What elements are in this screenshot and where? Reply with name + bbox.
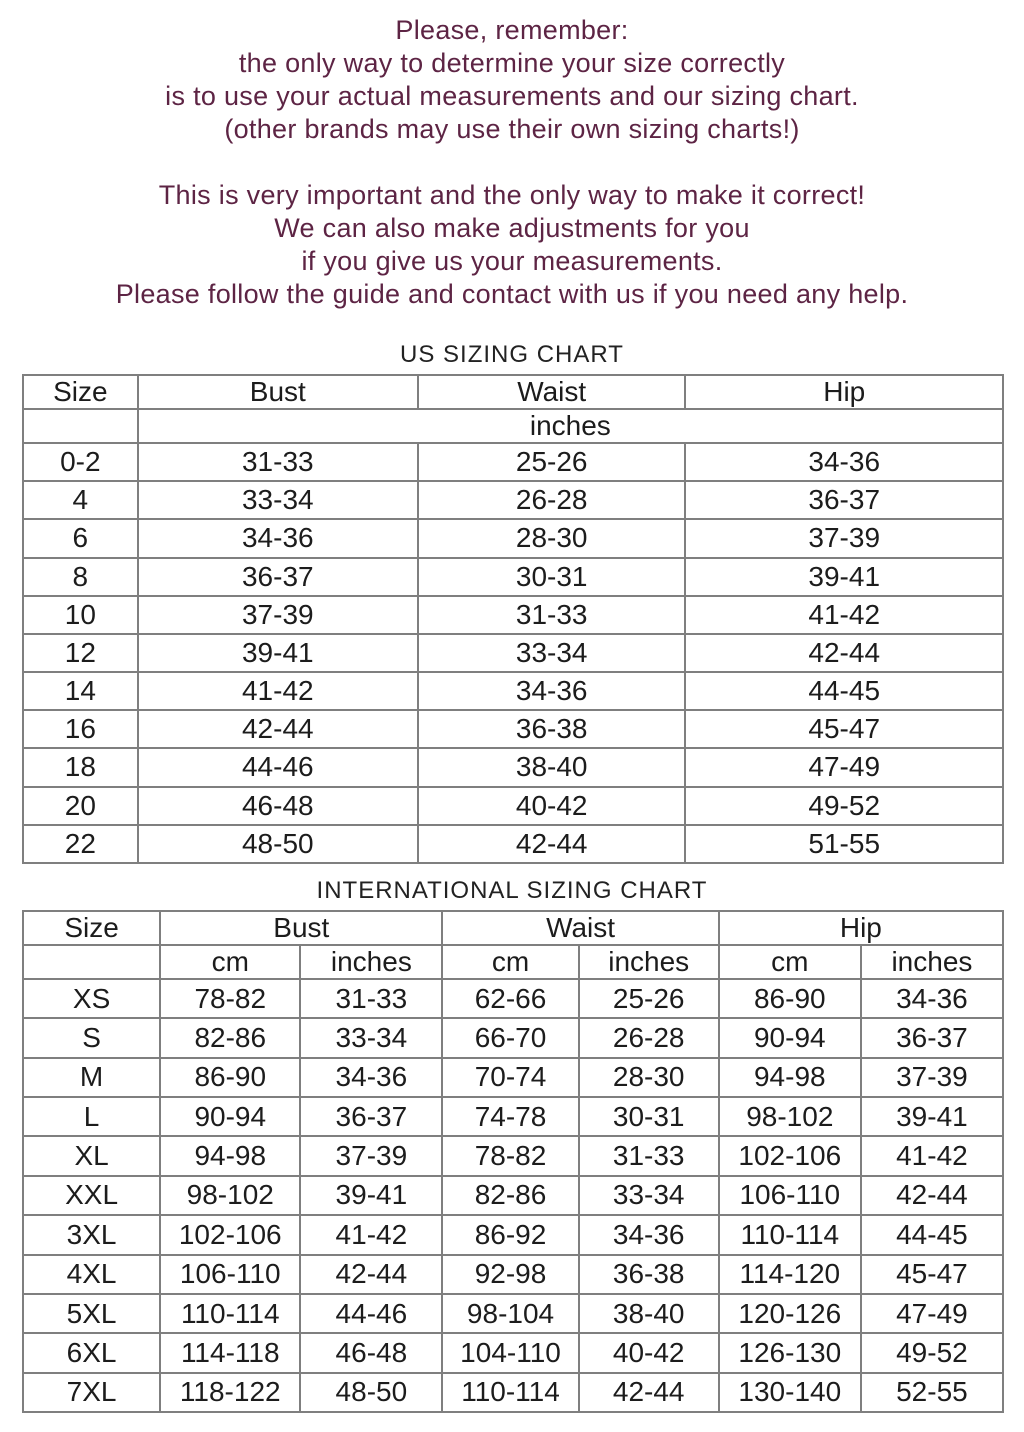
measurement-cell: 37-39 xyxy=(138,596,418,634)
size-label-cell: 5XL xyxy=(23,1294,160,1333)
measurement-cell: 49-52 xyxy=(685,787,1003,825)
measurement-cell: 42-44 xyxy=(138,710,418,748)
measurement-cell: 36-37 xyxy=(861,1018,1003,1057)
size-label-cell: 7XL xyxy=(23,1373,160,1412)
size-label-cell: XL xyxy=(23,1136,160,1175)
measurement-cell: 26-28 xyxy=(418,481,686,519)
measurement-cell: 82-86 xyxy=(160,1018,300,1057)
measurement-cell: 46-48 xyxy=(138,787,418,825)
measurement-cell: 90-94 xyxy=(160,1097,300,1136)
measurement-cell: 40-42 xyxy=(418,787,686,825)
column-header-size: Size xyxy=(23,375,138,409)
measurement-cell: 36-38 xyxy=(418,710,686,748)
size-label-cell: 10 xyxy=(23,596,138,634)
measurement-cell: 106-110 xyxy=(160,1255,300,1294)
unit-label-inches: inches xyxy=(579,945,719,979)
measurement-cell: 46-48 xyxy=(300,1333,442,1372)
measurement-cell: 34-36 xyxy=(685,443,1003,481)
size-label-cell: 4XL xyxy=(23,1255,160,1294)
measurement-cell: 48-50 xyxy=(300,1373,442,1412)
measurement-cell: 86-90 xyxy=(719,979,861,1018)
intl-size-row xyxy=(23,1255,1003,1294)
measurement-cell: 31-33 xyxy=(138,443,418,481)
measurement-cell: 78-82 xyxy=(442,1136,578,1175)
us-size-row xyxy=(23,825,1003,863)
us-size-row xyxy=(23,519,1003,557)
measurement-cell: 36-37 xyxy=(138,558,418,596)
us-size-row xyxy=(23,748,1003,786)
measurement-cell: 31-33 xyxy=(418,596,686,634)
measurement-cell: 25-26 xyxy=(579,979,719,1018)
measurement-cell: 45-47 xyxy=(861,1255,1003,1294)
measurement-cell: 33-34 xyxy=(418,634,686,672)
column-header-waist: Waist xyxy=(418,375,686,409)
measurement-cell: 104-110 xyxy=(442,1333,578,1372)
measurement-cell: 37-39 xyxy=(861,1058,1003,1097)
measurement-cell: 94-98 xyxy=(160,1136,300,1175)
us-size-row xyxy=(23,787,1003,825)
measurement-cell: 42-44 xyxy=(300,1255,442,1294)
us-header-row xyxy=(23,375,1003,409)
size-label-cell: 14 xyxy=(23,672,138,710)
measurement-cell: 98-102 xyxy=(719,1097,861,1136)
measurement-cell: 30-31 xyxy=(579,1097,719,1136)
measurement-cell: 33-34 xyxy=(138,481,418,519)
size-label-cell: 4 xyxy=(23,481,138,519)
measurement-cell: 42-44 xyxy=(685,634,1003,672)
measurement-cell: 102-106 xyxy=(160,1215,300,1254)
measurement-cell: 70-74 xyxy=(442,1058,578,1097)
measurement-cell: 114-120 xyxy=(719,1255,861,1294)
size-label-cell: 16 xyxy=(23,710,138,748)
measurement-cell: 106-110 xyxy=(719,1176,861,1215)
empty-cell xyxy=(23,945,160,979)
measurement-cell: 37-39 xyxy=(685,519,1003,557)
measurement-cell: 39-41 xyxy=(861,1097,1003,1136)
intro-line: is to use your actual measurements and our sizing chart. xyxy=(165,81,859,111)
size-label-cell: 0-2 xyxy=(23,443,138,481)
measurement-cell: 34-36 xyxy=(138,519,418,557)
measurement-cell: 86-90 xyxy=(160,1058,300,1097)
measurement-cell: 126-130 xyxy=(719,1333,861,1372)
measurement-cell: 78-82 xyxy=(160,979,300,1018)
intl-size-row xyxy=(23,1176,1003,1215)
measurement-cell: 66-70 xyxy=(442,1018,578,1057)
intl-size-row xyxy=(23,1018,1003,1057)
intl-size-row xyxy=(23,1373,1003,1412)
measurement-cell: 41-42 xyxy=(138,672,418,710)
unit-label-cm: cm xyxy=(442,945,578,979)
measurement-cell: 39-41 xyxy=(685,558,1003,596)
measurement-cell: 38-40 xyxy=(418,748,686,786)
unit-label-inches: inches xyxy=(300,945,442,979)
measurement-cell: 49-52 xyxy=(861,1333,1003,1372)
measurement-cell: 34-36 xyxy=(579,1215,719,1254)
measurement-cell: 42-44 xyxy=(861,1176,1003,1215)
measurement-cell: 44-46 xyxy=(138,748,418,786)
column-header-size: Size xyxy=(23,911,160,945)
measurement-cell: 39-41 xyxy=(300,1176,442,1215)
us-chart-title: US SIZING CHART xyxy=(400,341,624,368)
measurement-cell: 34-36 xyxy=(861,979,1003,1018)
column-header-bust: Bust xyxy=(160,911,442,945)
measurement-cell: 44-45 xyxy=(685,672,1003,710)
measurement-cell: 102-106 xyxy=(719,1136,861,1175)
measurement-cell: 41-42 xyxy=(685,596,1003,634)
intro-line: We can also make adjustments for you xyxy=(274,213,750,243)
measurement-cell: 98-104 xyxy=(442,1294,578,1333)
measurement-cell: 38-40 xyxy=(579,1294,719,1333)
measurement-cell: 31-33 xyxy=(300,979,442,1018)
column-header-waist: Waist xyxy=(442,911,718,945)
intro-line: the only way to determine your size correctly xyxy=(238,48,786,78)
measurement-cell: 42-44 xyxy=(418,825,686,863)
column-header-hip: Hip xyxy=(719,911,1003,945)
intro-line: This is very important and the only way to make it correct! xyxy=(158,180,866,210)
measurement-cell: 98-102 xyxy=(160,1176,300,1215)
measurement-cell: 26-28 xyxy=(579,1018,719,1057)
size-label-cell: 8 xyxy=(23,558,138,596)
intro-line: Please follow the guide and contact with us if you need any help. xyxy=(115,279,909,309)
unit-label-cm: cm xyxy=(160,945,300,979)
measurement-cell: 47-49 xyxy=(685,748,1003,786)
us-size-row xyxy=(23,596,1003,634)
measurement-cell: 36-37 xyxy=(300,1097,442,1136)
measurement-cell: 40-42 xyxy=(579,1333,719,1372)
intro-text xyxy=(0,0,1024,311)
us-size-row xyxy=(23,634,1003,672)
size-label-cell: M xyxy=(23,1058,160,1097)
intro-line: (other brands may use their own sizing charts!) xyxy=(224,114,800,144)
international-chart-title: INTERNATIONAL SIZING CHART xyxy=(316,877,708,904)
measurement-cell: 41-42 xyxy=(300,1215,442,1254)
measurement-cell: 31-33 xyxy=(579,1136,719,1175)
intl-size-row xyxy=(23,1097,1003,1136)
measurement-cell: 90-94 xyxy=(719,1018,861,1057)
us-size-row xyxy=(23,710,1003,748)
measurement-cell: 86-92 xyxy=(442,1215,578,1254)
size-label-cell: 6XL xyxy=(23,1333,160,1372)
intro-line: if you give us your measurements. xyxy=(301,246,723,276)
measurement-cell: 110-114 xyxy=(719,1215,861,1254)
column-header-bust: Bust xyxy=(138,375,418,409)
measurement-cell: 30-31 xyxy=(418,558,686,596)
unit-label-inches: inches xyxy=(138,409,1003,443)
measurement-cell: 47-49 xyxy=(861,1294,1003,1333)
measurement-cell: 62-66 xyxy=(442,979,578,1018)
size-label-cell: 3XL xyxy=(23,1215,160,1254)
us-size-row xyxy=(23,443,1003,481)
us-unit-row xyxy=(23,409,1003,443)
measurement-cell: 51-55 xyxy=(685,825,1003,863)
measurement-cell: 36-38 xyxy=(579,1255,719,1294)
intl-header-row xyxy=(23,911,1003,945)
measurement-cell: 44-46 xyxy=(300,1294,442,1333)
measurement-cell: 28-30 xyxy=(418,519,686,557)
unit-label-inches: inches xyxy=(861,945,1003,979)
measurement-cell: 74-78 xyxy=(442,1097,578,1136)
size-label-cell: S xyxy=(23,1018,160,1057)
intl-size-row xyxy=(23,1215,1003,1254)
measurement-cell: 34-36 xyxy=(418,672,686,710)
us-size-row xyxy=(23,481,1003,519)
international-sizing-table xyxy=(22,910,1004,1413)
measurement-cell: 41-42 xyxy=(861,1136,1003,1175)
measurement-cell: 42-44 xyxy=(579,1373,719,1412)
measurement-cell: 33-34 xyxy=(579,1176,719,1215)
measurement-cell: 44-45 xyxy=(861,1215,1003,1254)
measurement-cell: 120-126 xyxy=(719,1294,861,1333)
measurement-cell: 39-41 xyxy=(138,634,418,672)
size-label-cell: 18 xyxy=(23,748,138,786)
size-label-cell: 12 xyxy=(23,634,138,672)
measurement-cell: 110-114 xyxy=(442,1373,578,1412)
intl-size-row xyxy=(23,1136,1003,1175)
us-size-row xyxy=(23,672,1003,710)
intl-size-row xyxy=(23,1333,1003,1372)
size-label-cell: 6 xyxy=(23,519,138,557)
measurement-cell: 110-114 xyxy=(160,1294,300,1333)
size-label-cell: 22 xyxy=(23,825,138,863)
empty-cell xyxy=(23,409,138,443)
us-size-row xyxy=(23,558,1003,596)
measurement-cell: 114-118 xyxy=(160,1333,300,1372)
size-label-cell: XXL xyxy=(23,1176,160,1215)
size-label-cell: 20 xyxy=(23,787,138,825)
size-label-cell: L xyxy=(23,1097,160,1136)
us-sizing-table xyxy=(22,374,1004,864)
measurement-cell: 94-98 xyxy=(719,1058,861,1097)
intl-size-row xyxy=(23,1294,1003,1333)
intl-size-row xyxy=(23,979,1003,1018)
paragraph-spacer xyxy=(0,146,1024,179)
measurement-cell: 48-50 xyxy=(138,825,418,863)
measurement-cell: 118-122 xyxy=(160,1373,300,1412)
size-label-cell: XS xyxy=(23,979,160,1018)
measurement-cell: 92-98 xyxy=(442,1255,578,1294)
measurement-cell: 45-47 xyxy=(685,710,1003,748)
intl-size-row xyxy=(23,1058,1003,1097)
measurement-cell: 36-37 xyxy=(685,481,1003,519)
unit-label-cm: cm xyxy=(719,945,861,979)
measurement-cell: 25-26 xyxy=(418,443,686,481)
column-header-hip: Hip xyxy=(685,375,1003,409)
measurement-cell: 33-34 xyxy=(300,1018,442,1057)
measurement-cell: 82-86 xyxy=(442,1176,578,1215)
measurement-cell: 52-55 xyxy=(861,1373,1003,1412)
measurement-cell: 130-140 xyxy=(719,1373,861,1412)
intl-unit-row xyxy=(23,945,1003,979)
measurement-cell: 34-36 xyxy=(300,1058,442,1097)
measurement-cell: 37-39 xyxy=(300,1136,442,1175)
intro-line: Please, remember: xyxy=(395,15,629,45)
measurement-cell: 28-30 xyxy=(579,1058,719,1097)
